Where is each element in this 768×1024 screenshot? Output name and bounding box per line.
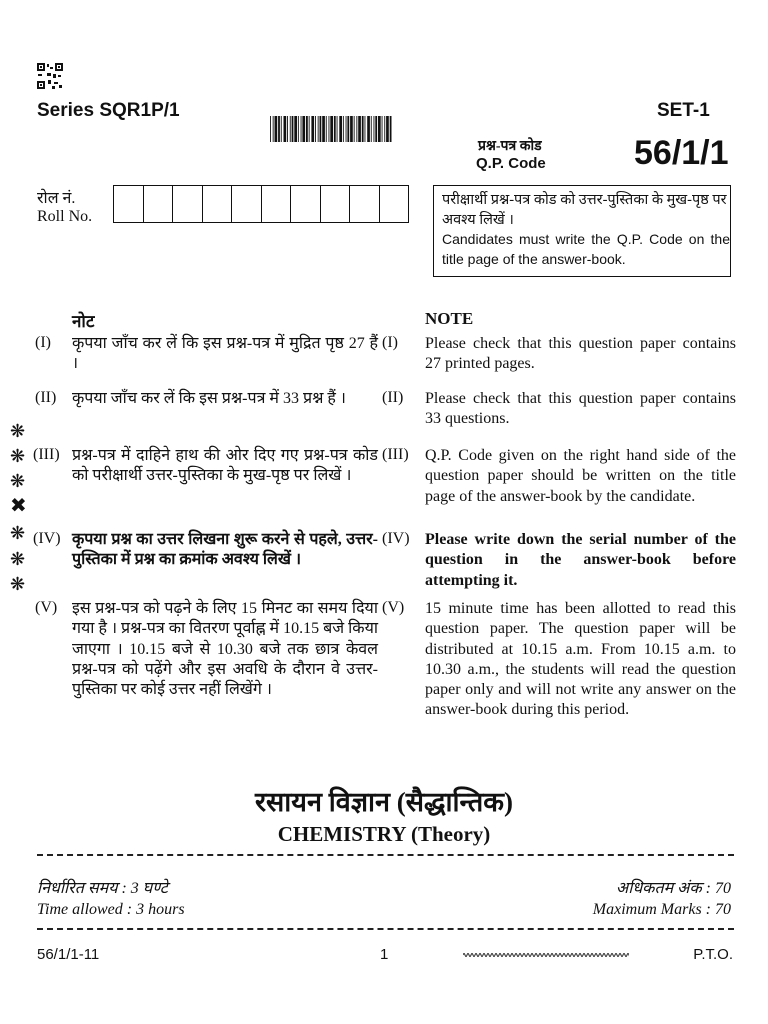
note-heading-hindi: नोट bbox=[72, 312, 95, 331]
note-number: (I) bbox=[382, 334, 398, 351]
note-text-english: Please check that this question paper contains 33 questions. bbox=[425, 390, 736, 428]
time-allowed: Time allowed : 3 hours bbox=[37, 901, 185, 918]
roll-box bbox=[232, 186, 262, 222]
qp-code: 56/1/1 bbox=[634, 134, 729, 172]
note-number: (II) bbox=[382, 389, 404, 406]
roll-box bbox=[203, 186, 233, 222]
note-number: (III) bbox=[33, 446, 60, 463]
roll-box bbox=[114, 186, 144, 222]
set-label: SET-1 bbox=[657, 100, 710, 121]
roll-box bbox=[262, 186, 292, 222]
note-number: (V) bbox=[382, 599, 405, 616]
note-number: (IV) bbox=[33, 530, 61, 547]
barcode-icon bbox=[270, 116, 392, 142]
cross-icon: ✖ bbox=[10, 495, 27, 517]
divider bbox=[37, 854, 734, 856]
asterisk-icon: ❋ bbox=[10, 446, 26, 466]
note-text-hindi: कृपया जाँच कर लें कि इस प्रश्न-पत्र में 33 प्रश्न हैं । bbox=[72, 390, 346, 407]
roll-label: Roll No. bbox=[37, 208, 93, 225]
note-text-hindi: प्रश्न-पत्र में दाहिने हाथ की ओर दिए गए प्रश्न-पत्र कोड को परीक्षार्थी उत्तर-पुस्तिका के मुख-पृष्ठ पर लिखें । bbox=[72, 447, 378, 485]
note-text-hindi: इस प्रश्न-पत्र को पढ़ने के लिए 15 मिनट का समय दिया गया है । प्रश्न-पत्र का वितरण पूर्वाह्न में 10.15 बजे किया जाएगा । 10.15 बजे से 10.30 बजे तक छात्र केवल प्रश्न-पत्र को पढ़ेंगे और इस अवधि के दौरान वे उत्तर-पुस्तिका पर कोई उत्तर नहीं लिखेंगे । bbox=[72, 600, 378, 699]
note-text-hindi: कृपया जाँच कर लें कि इस प्रश्न-पत्र में मुद्रित पृष्ठ 27 हैं । bbox=[72, 335, 378, 373]
note-heading-english: NOTE bbox=[425, 309, 474, 328]
qr-code-icon bbox=[37, 63, 63, 89]
time-allowed-hindi: निर्धारित समय : 3 घण्टे bbox=[37, 880, 168, 897]
roll-label-hindi: रोल नं. bbox=[37, 190, 76, 207]
note-number: (IV) bbox=[382, 530, 410, 547]
subject-title-hindi: रसायन विज्ञान (सैद्धान्तिक) bbox=[255, 787, 513, 817]
asterisk-icon: ❋ bbox=[10, 549, 26, 569]
roll-number-boxes bbox=[113, 185, 409, 223]
roll-box bbox=[144, 186, 174, 222]
qp-code-label: Q.P. Code bbox=[476, 155, 546, 172]
subject-title: CHEMISTRY (Theory) bbox=[277, 822, 491, 846]
roll-box bbox=[350, 186, 380, 222]
asterisk-icon: ❋ bbox=[10, 523, 26, 543]
roll-box bbox=[173, 186, 203, 222]
note-number: (I) bbox=[35, 334, 51, 351]
note-text-english: Q.P. Code given on the right hand side of the question paper should be written on the title page of the answer-book by the candidate. bbox=[425, 447, 736, 505]
notice-hindi: परीक्षार्थी प्रश्न-पत्र कोड को उत्तर-पुस्तिका के मुख-पृष्ठ पर अवश्य लिखें । bbox=[442, 192, 727, 228]
pto-label: P.T.O. bbox=[693, 946, 733, 963]
note-number: (II) bbox=[35, 389, 57, 406]
note-text-english: Please check that this question paper contains 27 printed pages. bbox=[425, 335, 736, 373]
note-text-english: Please write down the serial number of the question in the answer-book before attempting it. bbox=[425, 531, 736, 589]
note-number: (V) bbox=[35, 599, 58, 616]
footer-code: 56/1/1-11 bbox=[37, 946, 100, 963]
max-marks-hindi: अधिकतम अंक : 70 bbox=[615, 880, 731, 897]
asterisk-icon: ❋ bbox=[10, 574, 26, 594]
qp-code-label-hindi: प्रश्न-पत्र कोड bbox=[478, 139, 542, 154]
roll-box bbox=[380, 186, 409, 222]
wavy-line-icon bbox=[463, 950, 629, 960]
roll-box bbox=[321, 186, 351, 222]
asterisk-icon: ❋ bbox=[10, 421, 26, 441]
note-text-english: 15 minute time has been allotted to read this question paper. The question paper will be distributed at 10.15 a.m. From 10.15 a.m. to 10.30 a.m., the students will read the question paper only and will not write any answer on the answer-book during this period. bbox=[425, 600, 736, 719]
divider bbox=[37, 928, 734, 930]
asterisk-icon: ❋ bbox=[10, 471, 26, 491]
page-number: 1 bbox=[380, 946, 389, 963]
roll-box bbox=[291, 186, 321, 222]
note-text-hindi: कृपया प्रश्न का उत्तर लिखना शुरू करने से पहले, उत्तर-पुस्तिका में प्रश्न का क्रमांक अवश्य लिखें । bbox=[72, 531, 378, 569]
qp-code-notice-box bbox=[433, 185, 731, 277]
note-number: (III) bbox=[382, 446, 409, 463]
notice-english: Candidates must write the Q.P. Code on the title page of the answer-book. bbox=[442, 231, 730, 267]
max-marks: Maximum Marks : 70 bbox=[592, 901, 731, 918]
series-label: Series SQR1P/1 bbox=[37, 100, 180, 121]
